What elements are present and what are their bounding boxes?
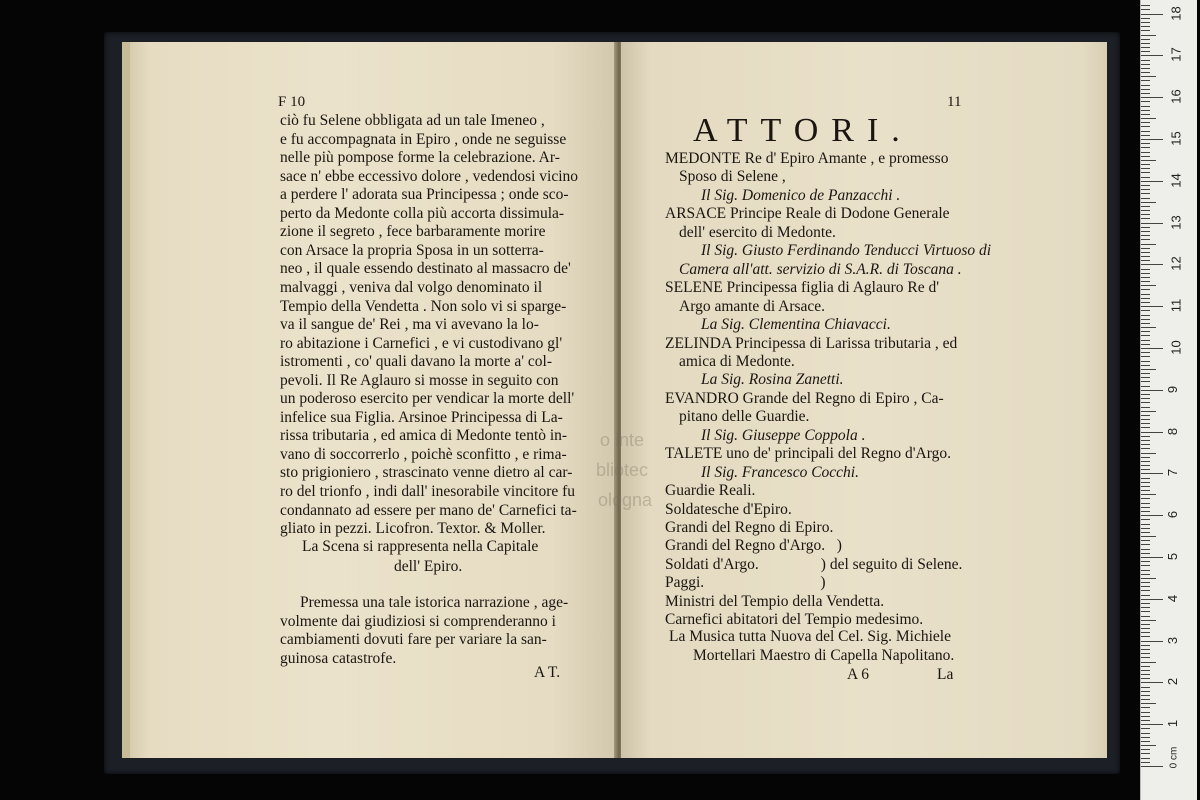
- ruler-tick: [1141, 407, 1150, 408]
- ruler-tick: [1141, 473, 1163, 474]
- ruler-tick: [1141, 97, 1163, 98]
- cast-entry-plain: Guardie Reali.: [665, 482, 756, 500]
- ruler-tick: [1141, 89, 1150, 90]
- ruler-number: 12: [1168, 256, 1184, 272]
- ruler-tick: [1141, 662, 1156, 663]
- left-text-line: un poderoso esercito per vendicar la morte dell': [280, 390, 575, 408]
- ruler-tick: [1141, 682, 1163, 683]
- cast-entry-singer: Il Sig. Domenico de Panzacchi .: [701, 186, 901, 204]
- ruler-tick: [1141, 106, 1150, 107]
- ruler-tick: [1141, 549, 1150, 550]
- ruler-tick: [1141, 377, 1150, 378]
- ruler-tick: [1141, 432, 1163, 433]
- ruler-tick: [1141, 323, 1150, 324]
- right-page: [621, 42, 1107, 758]
- ruler-tick: [1141, 344, 1150, 345]
- ruler-tick: [1141, 415, 1150, 416]
- ruler-tick: [1141, 390, 1163, 391]
- ruler-number: 3: [1165, 636, 1181, 644]
- ruler-tick: [1141, 570, 1150, 571]
- ruler-number: 11: [1168, 298, 1184, 313]
- page-title: ATTORI.: [693, 112, 913, 149]
- ruler-tick: [1141, 469, 1150, 470]
- ruler-tick: [1141, 728, 1150, 729]
- ruler-tick: [1141, 294, 1150, 295]
- left-text-line: a perdere l' adorata sua Principessa ; onde sco-: [280, 186, 569, 204]
- ruler-tick: [1141, 327, 1156, 328]
- ruler-tick: [1141, 218, 1150, 219]
- scene-line-1: La Scena si rappresenta nella Capitale: [302, 538, 539, 555]
- ruler-tick: [1141, 18, 1150, 19]
- ruler-tick: [1141, 712, 1150, 713]
- right-catchword: La: [937, 666, 954, 683]
- cast-entry-role: TALETE uno de' principali del Regno d'Argo.: [665, 445, 952, 463]
- ruler-tick: [1141, 51, 1150, 52]
- ruler-tick: [1141, 289, 1150, 290]
- left-text-line: ciò fu Selene obbligata ad un tale Imeneo ,: [280, 112, 545, 129]
- cast-entry-plain: Grandi del Regno d'Argo. ): [665, 537, 842, 555]
- ruler-number: 16: [1168, 89, 1184, 104]
- ruler-tick: [1141, 653, 1150, 654]
- left-text-line: vano di soccorrerlo , poichè sconfitto , e rima-: [280, 445, 567, 463]
- ruler-tick: [1141, 60, 1150, 61]
- ruler-tick: [1141, 624, 1150, 625]
- watermark-line-2: bliotec: [596, 460, 649, 480]
- ruler-tick: [1141, 30, 1150, 31]
- ruler-tick: [1141, 507, 1150, 508]
- ruler-tick: [1141, 72, 1150, 73]
- ruler-tick: [1141, 189, 1150, 190]
- ruler-tick: [1141, 76, 1156, 77]
- ruler-tick: [1141, 185, 1150, 186]
- ruler-tick: [1141, 348, 1163, 349]
- ruler-tick: [1141, 319, 1150, 320]
- ruler-tick: [1141, 720, 1150, 721]
- ruler-number: 8: [1165, 427, 1181, 435]
- ruler-tick: [1141, 35, 1156, 36]
- ruler-number: 17: [1168, 47, 1184, 63]
- ruler-tick: [1141, 47, 1150, 48]
- ruler-tick: [1141, 181, 1163, 182]
- ruler-number: 4: [1165, 594, 1181, 602]
- ruler-tick: [1141, 264, 1163, 265]
- ruler-tick: [1141, 440, 1150, 441]
- ruler-tick: [1141, 402, 1150, 403]
- right-page-number: 11: [947, 94, 962, 110]
- ruler-tick: [1141, 536, 1156, 537]
- ruler-tick: [1141, 239, 1150, 240]
- ruler-tick: [1141, 356, 1150, 357]
- left-text-line: neo , il quale essendo destinato al massacro de': [280, 260, 571, 278]
- left-text-line: e fu accompagnata in Epiro , onde ne seguisse: [280, 130, 567, 148]
- ruler-tick: [1141, 540, 1150, 541]
- ruler-number: 10: [1168, 340, 1184, 355]
- ruler-tick: [1141, 172, 1150, 173]
- cast-entry-singer: La Sig. Rosina Zanetti.: [701, 371, 844, 389]
- left-text-line: infelice sua Figlia. Arsinoe Principessa di La-: [280, 408, 563, 426]
- ruler-tick: [1141, 164, 1150, 165]
- ruler-tick: [1141, 269, 1150, 270]
- cast-entry-cont: pitano delle Guardie.: [679, 408, 810, 426]
- left-text-line: con Arsace la propria Sposa in un sotterra-: [280, 241, 544, 259]
- ruler-tick: [1141, 674, 1150, 675]
- ruler-tick: [1141, 118, 1156, 119]
- ruler-tick: [1141, 465, 1150, 466]
- ruler-tick: [1141, 444, 1150, 445]
- ruler-tick: [1141, 340, 1150, 341]
- ruler-tick: [1141, 114, 1150, 115]
- ruler-tick: [1141, 620, 1156, 621]
- ruler-tick: [1141, 599, 1163, 600]
- ruler-tick: [1141, 227, 1150, 228]
- ruler-tick: [1141, 544, 1150, 545]
- ruler-tick: [1141, 741, 1150, 742]
- ruler-tick: [1141, 260, 1150, 261]
- ruler-tick: [1141, 687, 1150, 688]
- left-text-line: perto da Medonte colla più accorta dissimula-: [280, 204, 565, 222]
- ruler-tick: [1141, 39, 1150, 40]
- ruler-number: 7: [1165, 469, 1181, 477]
- ruler-tick: [1141, 561, 1150, 562]
- cast-entry-role: SELENE Principessa figlia di Aglauro Re d': [665, 279, 939, 297]
- measurement-ruler: [1140, 0, 1197, 800]
- cast-entry-plain: Grandi del Regno di Epiro.: [665, 519, 834, 536]
- ruler-tick: [1141, 716, 1150, 717]
- ruler-tick: [1141, 603, 1150, 604]
- cast-entry-role: EVANDRO Grande del Regno di Epiro , Ca-: [665, 389, 944, 407]
- ruler-tick: [1141, 678, 1150, 679]
- ruler-tick: [1141, 448, 1150, 449]
- ruler-tick: [1141, 223, 1163, 224]
- left-text-line: va il sangue de' Rei , ma vi avevano la lo-: [280, 316, 539, 334]
- ruler-tick: [1141, 110, 1150, 111]
- ruler-tick: [1141, 494, 1156, 495]
- left-text-line: ro abitazione i Carnefici , e vi custodivano gl': [280, 334, 563, 352]
- ruler-tick: [1141, 657, 1150, 658]
- ruler-tick: [1141, 43, 1150, 44]
- ruler-tick: [1141, 590, 1150, 591]
- ruler-tick: [1141, 214, 1150, 215]
- ruler-tick: [1141, 335, 1150, 336]
- ruler-tick: [1141, 85, 1150, 86]
- ruler-tick: [1141, 193, 1150, 194]
- cast-entry-plain: Carnefici abitatori del Tempio medesimo.: [665, 611, 924, 629]
- ruler-tick: [1141, 574, 1150, 575]
- ruler-tick: [1141, 68, 1150, 69]
- closing-line: volmente dai giudiziosi si comprenderanno i: [280, 612, 556, 630]
- ruler-tick: [1141, 55, 1163, 56]
- scene-line-2: dell' Epiro.: [394, 558, 463, 575]
- ruler-number: 6: [1165, 511, 1181, 519]
- left-text-line: malvaggi , veniva dal volgo denominato il: [280, 278, 543, 296]
- ruler-tick: [1141, 310, 1150, 311]
- cast-entry-plain: Soldatesche d'Epiro.: [665, 500, 792, 518]
- ruler-tick: [1141, 636, 1150, 637]
- ruler-tick: [1141, 168, 1150, 169]
- ruler-tick: [1141, 478, 1150, 479]
- cast-entry-cont: Argo amante di Arsace.: [679, 297, 826, 315]
- ruler-tick: [1141, 753, 1150, 754]
- left-text-line: pevoli. Il Re Aglauro si mosse in seguito con: [280, 371, 559, 389]
- ruler-tick: [1141, 139, 1163, 140]
- ruler-tick: [1141, 749, 1150, 750]
- ruler-tick: [1141, 26, 1150, 27]
- cast-entry-plain: Soldati d'Argo. ) del seguito di Selene.: [665, 555, 963, 573]
- ruler-tick: [1141, 519, 1150, 520]
- ruler-number: 5: [1165, 552, 1181, 561]
- ruler-tick: [1141, 5, 1150, 6]
- ruler-tick: [1141, 553, 1150, 554]
- music-credit-line-1: La Musica tutta Nuova del Cel. Sig. Michiele: [669, 628, 951, 645]
- ruler-tick: [1141, 252, 1150, 253]
- ruler-tick: [1141, 235, 1150, 236]
- ruler-tick: [1141, 745, 1156, 746]
- ruler-tick: [1141, 147, 1150, 148]
- ruler-tick: [1141, 369, 1156, 370]
- ruler-tick: [1141, 135, 1150, 136]
- ruler-tick: [1141, 302, 1150, 303]
- signature-mark: A 6: [847, 666, 869, 683]
- ruler-tick: [1141, 582, 1150, 583]
- cast-entry-cont: Sposo di Selene ,: [679, 168, 786, 186]
- ruler-tick: [1141, 386, 1150, 387]
- ruler-tick: [1141, 277, 1150, 278]
- ruler-tick: [1141, 160, 1156, 161]
- ruler-number: 1: [1165, 720, 1181, 728]
- ruler-tick: [1141, 766, 1163, 767]
- watermark-line-3: ologna: [598, 490, 653, 510]
- ruler-tick: [1141, 273, 1150, 274]
- ruler-tick: [1141, 352, 1150, 353]
- ruler-tick: [1141, 231, 1150, 232]
- ruler-tick: [1141, 80, 1150, 81]
- ruler-tick: [1141, 498, 1150, 499]
- ruler-tick: [1141, 9, 1150, 10]
- ruler-unit-label: 0 cm: [1168, 746, 1180, 769]
- left-text-line: istromenti , co' quali davano la morte a' col-: [280, 353, 553, 371]
- cast-entry-singer: Il Sig. Giusto Ferdinando Tenducci Virtuoso di: [701, 242, 992, 260]
- left-text-line: nelle più pompose forme la celebrazione. Ar-: [280, 149, 560, 167]
- ruler-tick: [1141, 641, 1163, 642]
- ruler-tick: [1141, 22, 1150, 23]
- cast-entry-plain: Paggi. ): [665, 574, 826, 592]
- cast-entry-role: ARSACE Principe Reale di Dodone Generale: [665, 205, 950, 223]
- left-text-line: sace n' ebbe eccessivo dolore , vedendosi vicino: [280, 167, 579, 185]
- left-catchword: A T.: [534, 664, 561, 681]
- ruler-tick: [1141, 131, 1150, 132]
- cast-entry-singer2: Camera all'att. servizio di S.A.R. di Toscana .: [679, 260, 962, 278]
- ruler-tick: [1141, 126, 1150, 127]
- closing-line: cambiamenti dovuti fare per variare la san-: [280, 631, 547, 648]
- ruler-number: 13: [1168, 214, 1184, 230]
- ruler-tick: [1141, 244, 1156, 245]
- ruler-tick: [1141, 453, 1156, 454]
- ruler-tick: [1141, 365, 1150, 366]
- ruler-tick: [1141, 248, 1150, 249]
- ruler-tick: [1141, 285, 1156, 286]
- ruler-tick: [1141, 315, 1150, 316]
- ruler-tick: [1141, 156, 1150, 157]
- left-text-line: condannato ad essere per mano de' Carnefici ta-: [280, 501, 577, 519]
- ruler-tick: [1141, 101, 1150, 102]
- cast-entry-role: ZELINDA Principessa di Larissa tributaria , ed: [665, 334, 958, 352]
- ruler-tick: [1141, 122, 1150, 123]
- ruler-tick: [1141, 666, 1150, 667]
- ruler-tick: [1141, 373, 1150, 374]
- ruler-tick: [1141, 557, 1163, 558]
- ruler-tick: [1141, 64, 1150, 65]
- ruler-tick: [1141, 177, 1150, 178]
- ruler-tick: [1141, 699, 1150, 700]
- cast-entry-role: MEDONTE Re d' Epiro Amante , e promesso: [665, 150, 949, 167]
- ruler-tick: [1141, 281, 1150, 282]
- cast-entry-plain: Ministri del Tempio della Vendetta.: [665, 592, 885, 610]
- ruler-tick: [1141, 707, 1150, 708]
- ruler-tick: [1141, 361, 1150, 362]
- ruler-tick: [1141, 394, 1150, 395]
- ruler-tick: [1141, 143, 1150, 144]
- ruler-tick: [1141, 632, 1150, 633]
- ruler-tick: [1141, 645, 1150, 646]
- ruler-tick: [1141, 607, 1150, 608]
- ruler-tick: [1141, 528, 1150, 529]
- closing-line: Premessa una tale istorica narrazione , age-: [300, 594, 569, 611]
- ruler-tick: [1141, 733, 1150, 734]
- ruler-tick: [1141, 503, 1150, 504]
- ruler-tick: [1141, 578, 1156, 579]
- ruler-number: 9: [1165, 385, 1181, 393]
- ruler-tick: [1141, 14, 1163, 15]
- left-page: [122, 42, 626, 758]
- ruler-tick: [1141, 695, 1150, 696]
- ruler-tick: [1141, 306, 1163, 307]
- ruler-tick: [1141, 93, 1150, 94]
- left-text-line: rissa tributaria , ed amica di Medonte tentò in-: [280, 427, 568, 445]
- left-text-line: sto prigioniero , strascinato venne dietro al car-: [280, 464, 573, 482]
- ruler-tick: [1141, 628, 1150, 629]
- ruler-tick: [1141, 198, 1150, 199]
- ruler-tick: [1141, 524, 1150, 525]
- ruler-tick: [1141, 411, 1156, 412]
- ruler-tick: [1141, 298, 1150, 299]
- ruler-tick: [1141, 461, 1150, 462]
- cast-entry-singer: Il Sig. Giuseppe Coppola .: [701, 426, 866, 444]
- ruler-tick: [1141, 511, 1150, 512]
- ruler-tick: [1141, 490, 1150, 491]
- ruler-tick: [1141, 210, 1150, 211]
- ruler-tick: [1141, 586, 1150, 587]
- ruler-tick: [1141, 565, 1150, 566]
- ruler-number: 18: [1168, 5, 1184, 21]
- ruler-tick: [1141, 691, 1150, 692]
- ruler-tick: [1141, 436, 1150, 437]
- left-page-number: F 10: [278, 94, 306, 110]
- left-text-line: zione il segreto , fece barbaramente morire: [280, 223, 546, 241]
- ruler-tick: [1141, 611, 1150, 612]
- ruler-number: 14: [1168, 173, 1184, 188]
- ruler-tick: [1141, 616, 1150, 617]
- ruler-tick: [1141, 457, 1150, 458]
- ruler-tick: [1141, 724, 1163, 725]
- ruler-tick: [1141, 762, 1150, 763]
- ruler-tick: [1141, 758, 1150, 759]
- ruler-tick: [1141, 331, 1150, 332]
- ruler-tick: [1141, 532, 1150, 533]
- ruler-tick: [1141, 486, 1150, 487]
- cast-entry-cont: dell' esercito di Medonte.: [679, 223, 836, 241]
- ruler-number: 2: [1165, 678, 1181, 686]
- ruler-tick: [1141, 423, 1150, 424]
- ruler-tick: [1141, 256, 1150, 257]
- ruler-tick: [1141, 515, 1163, 516]
- ruler-tick: [1141, 202, 1156, 203]
- music-credit-line-2: Mortellari Maestro di Capella Napolitano.: [693, 647, 955, 664]
- left-text-line: ro del trionfo , indi dall' inesorabile vincitore fu: [280, 483, 576, 500]
- ruler-tick: [1141, 595, 1150, 596]
- watermark-line-1: o inte: [600, 430, 645, 450]
- cast-entry-singer: Il Sig. Francesco Cocchi.: [701, 463, 859, 481]
- cast-entry-singer: La Sig. Clementina Chiavacci.: [701, 316, 891, 334]
- ruler-tick: [1141, 649, 1150, 650]
- ruler-tick: [1141, 427, 1150, 428]
- ruler-tick: [1141, 419, 1150, 420]
- left-text-line: Tempio della Vendetta . Non solo vi si sparge-: [280, 297, 567, 315]
- closing-line: guinosa catastrofe.: [280, 649, 397, 667]
- ruler-number: 15: [1168, 131, 1184, 146]
- ruler-tick: [1141, 152, 1150, 153]
- ruler-tick: [1141, 381, 1150, 382]
- ruler-tick: [1141, 703, 1156, 704]
- cast-entry-cont: amica di Medonte.: [679, 352, 795, 370]
- ruler-tick: [1141, 398, 1150, 399]
- ruler-tick: [1141, 737, 1150, 738]
- ruler-tick: [1141, 206, 1150, 207]
- ruler-tick: [1141, 670, 1150, 671]
- ruler-tick: [1141, 482, 1150, 483]
- left-text-line: gliato in pezzi. Licofron. Textor. & Moller.: [280, 520, 546, 538]
